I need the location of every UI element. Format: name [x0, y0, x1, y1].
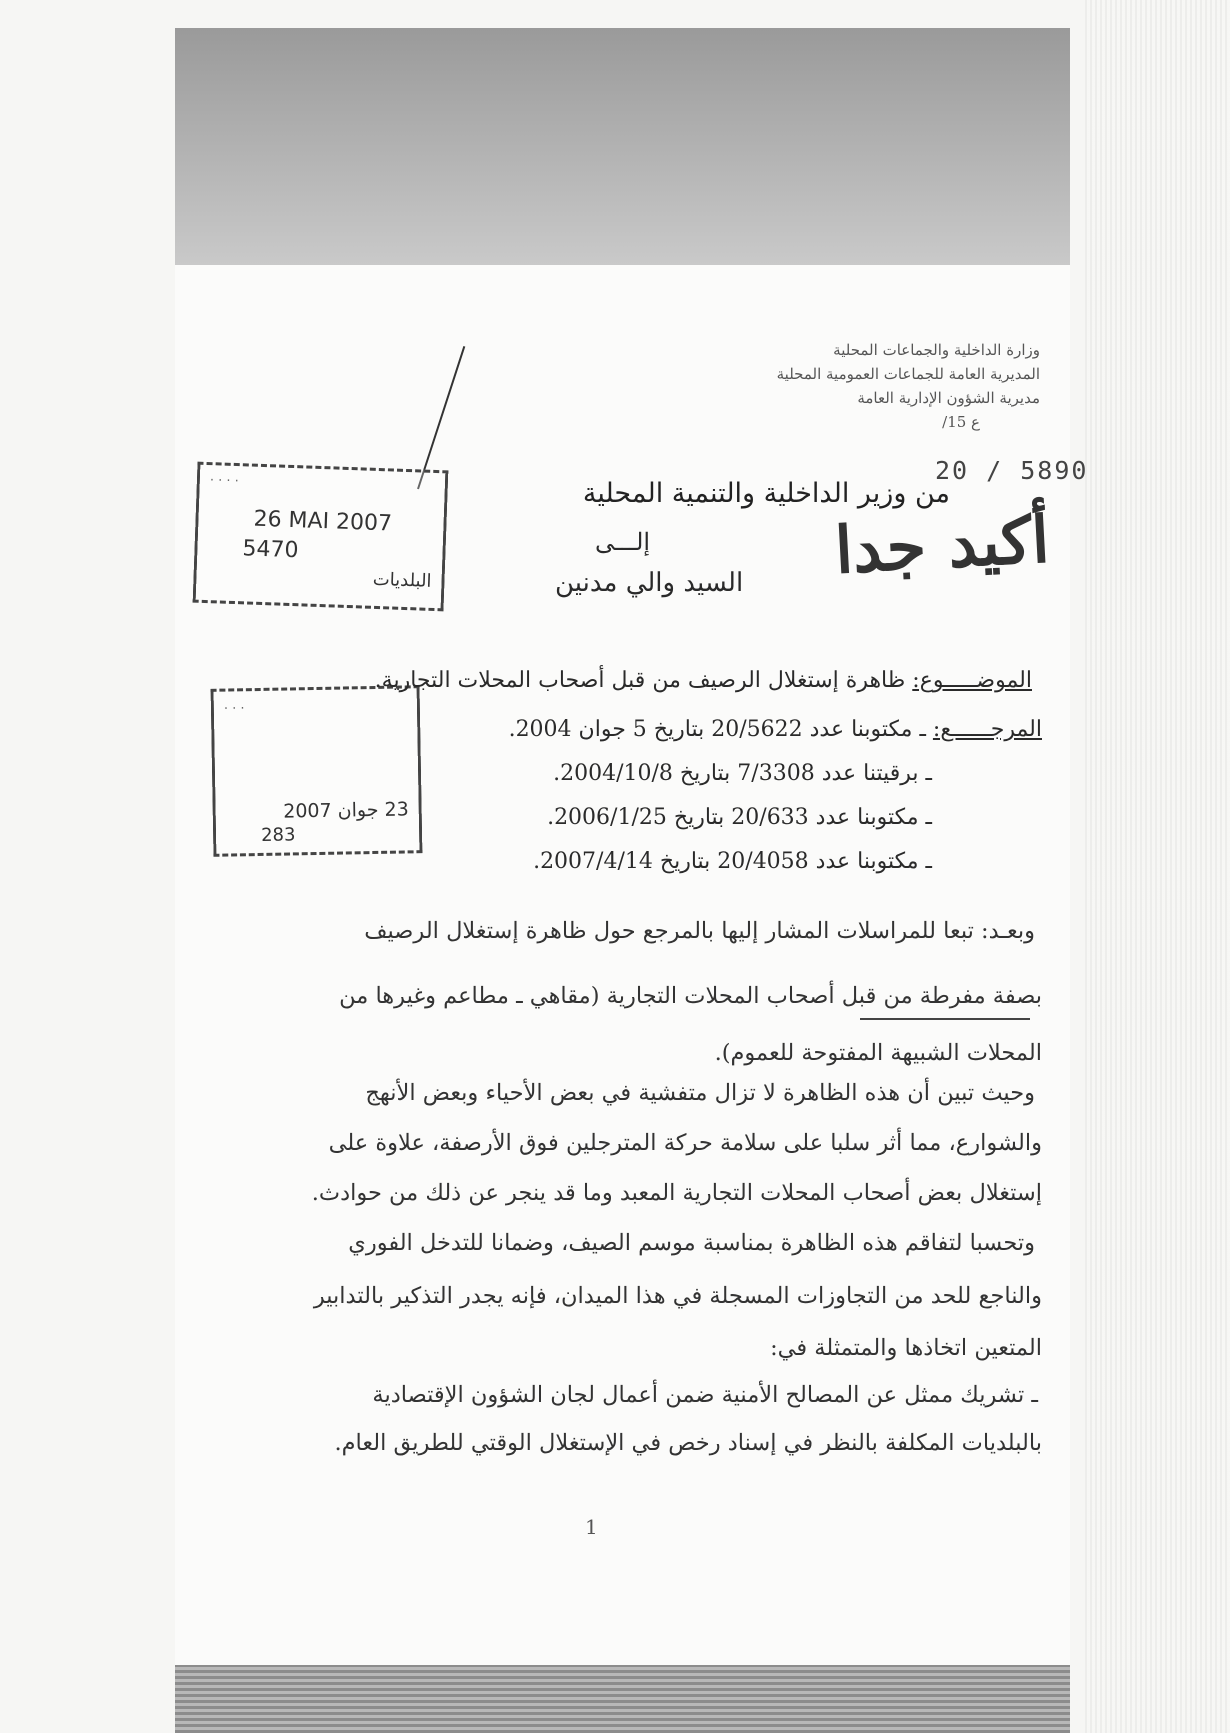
reference-item-4: ـ مكتوبنا عدد 20/4058 بتاريخ 2007/4/14. [533, 849, 932, 874]
body-line: وبعـد: تبعا للمراسلات المشار إليها بالمرجع حول ظاهرة إستغلال الرصيف [364, 918, 1035, 944]
handwritten-underline [860, 1018, 1030, 1020]
registry-stamp [211, 685, 423, 857]
reference-item-1: المرجــــــع: ـ مكتوبنا عدد 20/5622 بتاريخ 5 جوان 2004. [508, 717, 1042, 742]
body-line: والشوارع، مما أثر سلبا على سلامة حركة المترجلين فوق الأرصفة، علاوة على [328, 1130, 1042, 1156]
stamp-date: 26 MAI 2007 [253, 506, 393, 537]
body-line: المتعين اتخاذها والمتمثلة في: [770, 1335, 1042, 1361]
body-line: ـ تشريك ممثل عن المصالح الأمنية ضمن أعمال لجان الشؤون الإقتصادية [372, 1382, 1038, 1408]
stamp-text-faint: · · · [223, 701, 245, 717]
references-block [402, 708, 1042, 884]
scan-margin-noise [1085, 0, 1230, 1733]
body-line: بصفة مفرطة من قبل أصحاب المحلات التجارية (مقاهي ـ مطاعم وغيرها من [339, 983, 1042, 1009]
body-line: والناجع للحد من التجاوزات المسجلة في هذا الميدان، فإنه يجدر التذكير بالتدابير [313, 1283, 1042, 1309]
subject-text: ظاهرة إستغلال الرصيف من قبل أصحاب المحلات التجارية. [374, 668, 906, 693]
scan-top-shadow [175, 28, 1070, 265]
sender-line: من وزير الداخلية والتنمية المحلية [582, 478, 950, 509]
body-line: المحلات الشبيهة المفتوحة للعموم). [714, 1040, 1042, 1066]
reference-number: 20 / 5890 [935, 456, 1089, 485]
references-label: المرجــــــع: [932, 717, 1042, 742]
stamp-text-faint: · · · · [209, 473, 240, 490]
letterhead [680, 338, 1040, 434]
directorate-line: المديرية العامة للجماعات العمومية المحلية [776, 365, 1040, 383]
to-word: إلـــى [595, 528, 651, 556]
stamp-label: البلديات [372, 568, 432, 592]
body-line: بالبلديات المكلفة بالنظر في إسناد رخص في الإستغلال الوقتي للطريق العام. [334, 1430, 1042, 1456]
body-line: إستغلال بعض أصحاب المحلات التجارية المعبد وما قد ينجر عن ذلك من حوادث. [311, 1180, 1042, 1206]
urgency-mark: أكيد جدا [833, 502, 1052, 589]
subject-line [375, 668, 1032, 693]
office-code: ع 15/ [942, 413, 980, 431]
received-stamp [193, 462, 449, 612]
scan-bottom-shadow [175, 1665, 1070, 1733]
body-line: وحيث تبين أن هذه الظاهرة لا تزال متفشية في بعض الأحياء وبعض الأنهج [365, 1080, 1035, 1106]
ministry-line: وزارة الداخلية والجماعات المحلية [833, 341, 1040, 359]
subject-label: الموضـــــوع: [912, 668, 1032, 693]
department-line: مديرية الشؤون الإدارية العامة [857, 389, 1040, 407]
body-line: وتحسبا لتفاقم هذه الظاهرة بمناسبة موسم الصيف، وضمانا للتدخل الفوري [348, 1230, 1035, 1256]
page-number: 1 [585, 1515, 598, 1539]
stamp-number: 283 [260, 824, 296, 846]
recipient: السيد والي مدنين [555, 568, 744, 598]
reference-item-2: ـ برقيتنا عدد 7/3308 بتاريخ 2004/10/8. [553, 761, 932, 786]
reference-item-3: ـ مكتوبنا عدد 20/633 بتاريخ 2006/1/25. [547, 805, 932, 830]
stamp-number: 5470 [242, 536, 299, 564]
stamp-date: 23 جوان 2007 [283, 798, 409, 823]
